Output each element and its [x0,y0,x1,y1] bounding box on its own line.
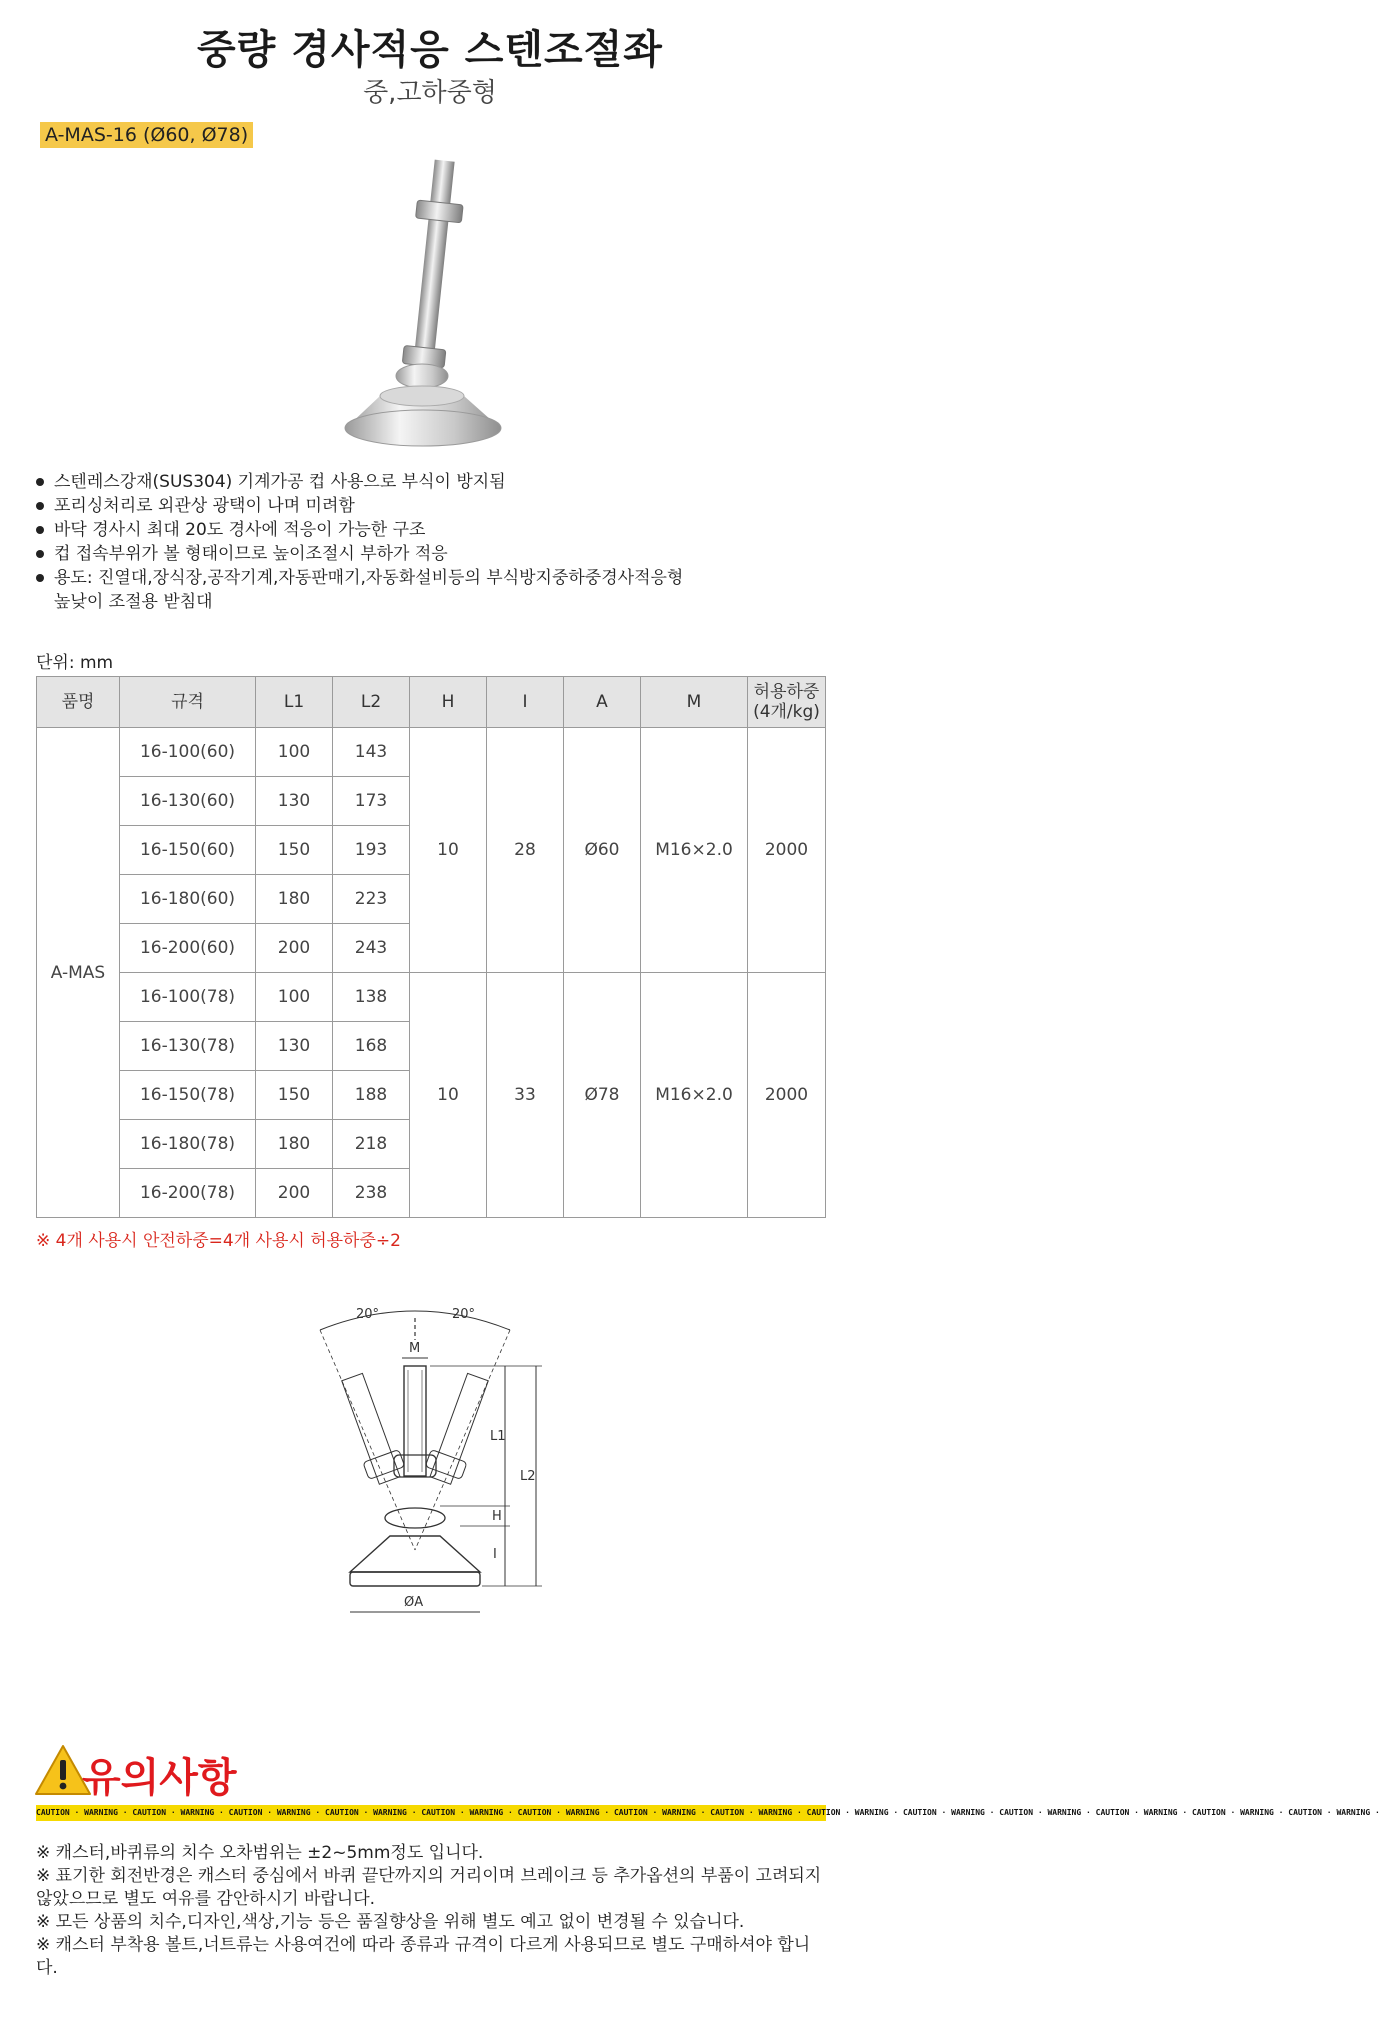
cell-l2: 143 [333,728,410,777]
cell-product: A-MAS [37,728,120,1218]
dim-l1-label: L1 [490,1429,506,1444]
list-item-continuation: 높낮이 조절용 받침대 [54,592,213,612]
cell-l2: 193 [333,826,410,875]
list-item: 바닥 경사시 최대 20도 경사에 적응이 가능한 구조 [32,518,822,542]
cell-spec: 16-130(60) [120,777,256,826]
notice-list [36,1842,826,1980]
cell-h: 10 [410,973,487,1218]
bullet-icon [36,502,44,510]
cell-l1: 100 [256,728,333,777]
dim-i-label: I [493,1547,497,1562]
dim-h-label: H [492,1509,502,1524]
table-row [37,728,826,777]
dim-l2-label: L2 [520,1469,536,1484]
caution-title: 유의사항 [82,1755,237,1801]
cell-i: 33 [487,973,564,1218]
cell-a: Ø60 [564,728,641,973]
cell-load: 2000 [748,728,826,973]
col-header-load: 허용하중 (4개/kg) [748,677,826,728]
cell-l2: 173 [333,777,410,826]
load-note: ※ 4개 사용시 안전하중=4개 사용시 허용하중÷2 [36,1231,401,1251]
cell-l2: 218 [333,1120,410,1169]
cell-spec: 16-150(60) [120,826,256,875]
list-item: 포리싱처리로 외관상 광택이 나며 미려함 [32,494,822,518]
list-item: 스텐레스강재(SUS304) 기계가공 컵 사용으로 부식이 방지됨 [32,470,822,494]
dim-a-label: ØA [404,1595,424,1610]
table-row [37,973,826,1022]
bullet-icon [36,574,44,582]
dim-m-label: M [409,1341,421,1356]
cell-spec: 16-150(78) [120,1071,256,1120]
cell-l1: 200 [256,924,333,973]
list-item: 컵 접속부위가 볼 형태이므로 높이조절시 부하가 적응 [32,542,822,566]
dimension-diagram [310,1300,570,1720]
notice-item: ※ 표기한 회전반경은 캐스터 중심에서 바퀴 끝단까지의 거리이며 브레이크 등 추가옵션의 부품이 고려되지 않았으므로 별도 여유를 감안하시기 바랍니다. [36,1866,822,1909]
cell-l1: 180 [256,1120,333,1169]
product-photo [160,110,680,470]
col-header-i: I [487,677,564,728]
cell-l1: 150 [256,1071,333,1120]
cell-spec: 16-180(78) [120,1120,256,1169]
cell-l2: 238 [333,1169,410,1218]
cell-l1: 150 [256,826,333,875]
cell-m: M16×2.0 [641,973,748,1218]
page-title: 중량 경사적응 스텐조절좌 [197,27,663,73]
cell-l1: 130 [256,1022,333,1071]
page-subtitle: 중,고하중형 [363,78,497,108]
cell-spec: 16-200(60) [120,924,256,973]
col-header-l1: L1 [256,677,333,728]
cell-spec: 16-180(60) [120,875,256,924]
cell-l1: 130 [256,777,333,826]
cell-a: Ø78 [564,973,641,1218]
list-item: 용도: 진열대,장식장,공작기계,자동판매기,자동화설비등의 부식방지중하중경사적응형 [32,566,822,590]
col-header-spec: 규격 [120,677,256,728]
bullet-icon [36,478,44,486]
angle-left-label: 20° [356,1307,380,1322]
cell-spec: 16-100(60) [120,728,256,777]
notice-item: ※ 모든 상품의 치수,디자인,색상,기능 등은 품질향상을 위해 별도 예고 없이 변경될 수 있습니다. [36,1912,745,1932]
cell-h: 10 [410,728,487,973]
angle-right-label: 20° [452,1307,476,1322]
feature-list [32,470,822,614]
cell-l1: 100 [256,973,333,1022]
cell-spec: 16-200(78) [120,1169,256,1218]
model-tag: A-MAS-16 (Ø60, Ø78) [40,122,253,148]
cell-l2: 223 [333,875,410,924]
cell-i: 28 [487,728,564,973]
bullet-icon [36,526,44,534]
col-header-a: A [564,677,641,728]
cell-spec: 16-100(78) [120,973,256,1022]
cell-load: 2000 [748,973,826,1218]
cell-spec: 16-130(78) [120,1022,256,1071]
spec-table [36,676,826,1218]
col-header-l2: L2 [333,677,410,728]
col-header-product: 품명 [37,677,120,728]
col-header-h: H [410,677,487,728]
cell-l2: 243 [333,924,410,973]
cell-l1: 180 [256,875,333,924]
cell-l2: 168 [333,1022,410,1071]
notice-item: ※ 캐스터,바퀴류의 치수 오차범위는 ±2~5mm정도 입니다. [36,1843,484,1863]
cell-l2: 138 [333,973,410,1022]
table-header-row [37,677,826,728]
notice-item: ※ 캐스터 부착용 볼트,너트류는 사용여건에 따라 종류과 규격이 다르게 사용되므로 별도 구매하셔야 합니다. [36,1935,811,1978]
bullet-icon [36,550,44,558]
cell-m: M16×2.0 [641,728,748,973]
cell-l1: 200 [256,1169,333,1218]
caution-stripe: CAUTION · WARNING · CAUTION · WARNING · CAUTION · WARNING · CAUTION · WARNING · CAUTION · WARNING · CAUTION · WARNING · CAUTION · WARNING · CAUTION · WARNING · CAUTION · WARNING · CAUTION · WARNING · CAUTION · WARNING · CAUTION · WARNING · CAUTION · WARNING · CAUTION · WARNING · [36,1805,826,1821]
cell-l2: 188 [333,1071,410,1120]
unit-label: 단위: mm [36,653,114,673]
col-header-m: M [641,677,748,728]
